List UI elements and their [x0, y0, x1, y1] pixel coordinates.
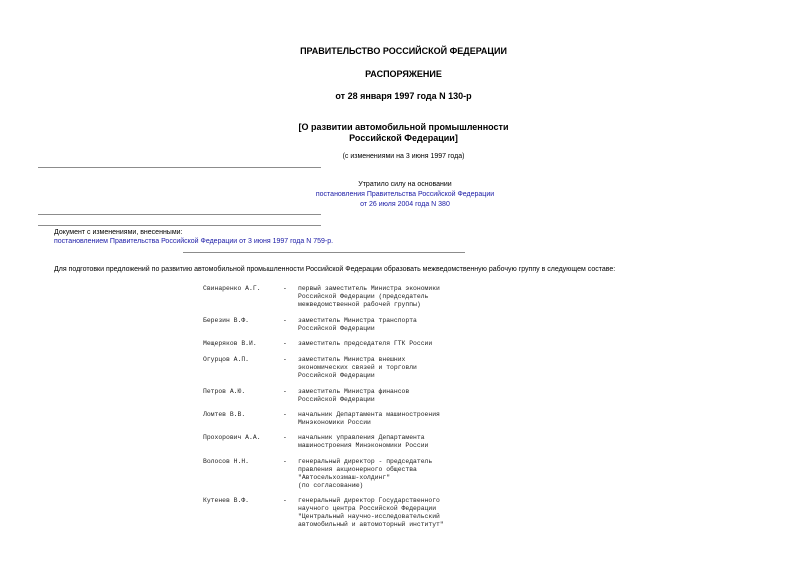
- divider: [38, 167, 321, 168]
- member-dash: -: [283, 434, 287, 441]
- member-role: заместитель Министра финансов Российской Федерации: [298, 388, 410, 403]
- void-notice-link-line1[interactable]: постановления Правительства Российской Федерации: [315, 191, 495, 198]
- member-role: заместитель Министра транспорта Российской Федерации: [298, 317, 417, 332]
- member-role: начальник Департамента машиностроения Минэкономики России: [298, 411, 440, 426]
- document-title-line2: Российской Федерации]: [349, 133, 458, 143]
- member-name: Кутенев В.Ф.: [203, 497, 250, 504]
- member-name: Огурцов А.П.: [203, 356, 250, 363]
- changes-notice-text: Документ с изменениями, внесенными:: [54, 229, 183, 236]
- member-dash: -: [283, 497, 287, 504]
- member-role: начальник управления Департамента машиностроения Минэкономики России: [298, 434, 429, 449]
- void-notice-text: Утратило силу на основании: [358, 181, 452, 188]
- document-type: РАСПОРЯЖЕНИЕ: [365, 69, 442, 79]
- member-dash: -: [283, 458, 287, 465]
- member-dash: -: [283, 411, 287, 418]
- divider: [183, 252, 465, 253]
- member-dash: -: [283, 340, 287, 347]
- member-name: Петров А.Ю.: [203, 388, 246, 395]
- member-role: генеральный директор - председатель правления акционерного общества "Автосельхозмаш-холдинг" (по согласованию): [298, 458, 433, 489]
- divider: [38, 225, 321, 226]
- member-role: заместитель председателя ГТК России: [298, 340, 433, 347]
- member-name: Ломтев В.В.: [203, 411, 246, 418]
- document-title-line1: [О развитии автомобильной промышленности: [298, 122, 509, 132]
- changes-notice-link[interactable]: постановлением Правительства Российской Федерации от 3 июня 1997 года N 759-р.: [54, 238, 334, 245]
- divider: [38, 214, 321, 215]
- member-name: Свинаренко А.Г.: [203, 285, 261, 292]
- member-name: Мещеряков В.И.: [203, 340, 257, 347]
- government-heading: ПРАВИТЕЛЬСТВО РОССИЙСКОЙ ФЕДЕРАЦИИ: [300, 46, 507, 56]
- member-role: заместитель Министра внешних экономических связей и торговли Российской Федерации: [298, 356, 417, 379]
- member-name: Волосов Н.Н.: [203, 458, 250, 465]
- body-paragraph: Для подготовки предложений по развитию автомобильной промышленности Российской Федерации образовать межведомственную рабочую группу в следующем составе:: [54, 266, 616, 273]
- member-dash: -: [283, 388, 287, 395]
- amendments-note: (с изменениями на 3 июня 1997 года): [342, 153, 465, 160]
- member-dash: -: [283, 317, 287, 324]
- member-name: Березин В.Ф.: [203, 317, 250, 324]
- member-dash: -: [283, 356, 287, 363]
- member-role: первый заместитель Министра экономики Российской Федерации (председатель межведомственной рабочей группы): [298, 285, 440, 308]
- void-notice-link-line2[interactable]: от 26 июля 2004 года N 380: [360, 201, 450, 208]
- member-role: генеральный директор Государственного научного центра Российской Федерации "Центральный научно-исследовательский автомобильный и автомоторный институт": [298, 497, 444, 528]
- member-dash: -: [283, 285, 287, 292]
- member-name: Прохорович А.А.: [203, 434, 261, 441]
- document-date-number: от 28 января 1997 года N 130-р: [335, 91, 472, 101]
